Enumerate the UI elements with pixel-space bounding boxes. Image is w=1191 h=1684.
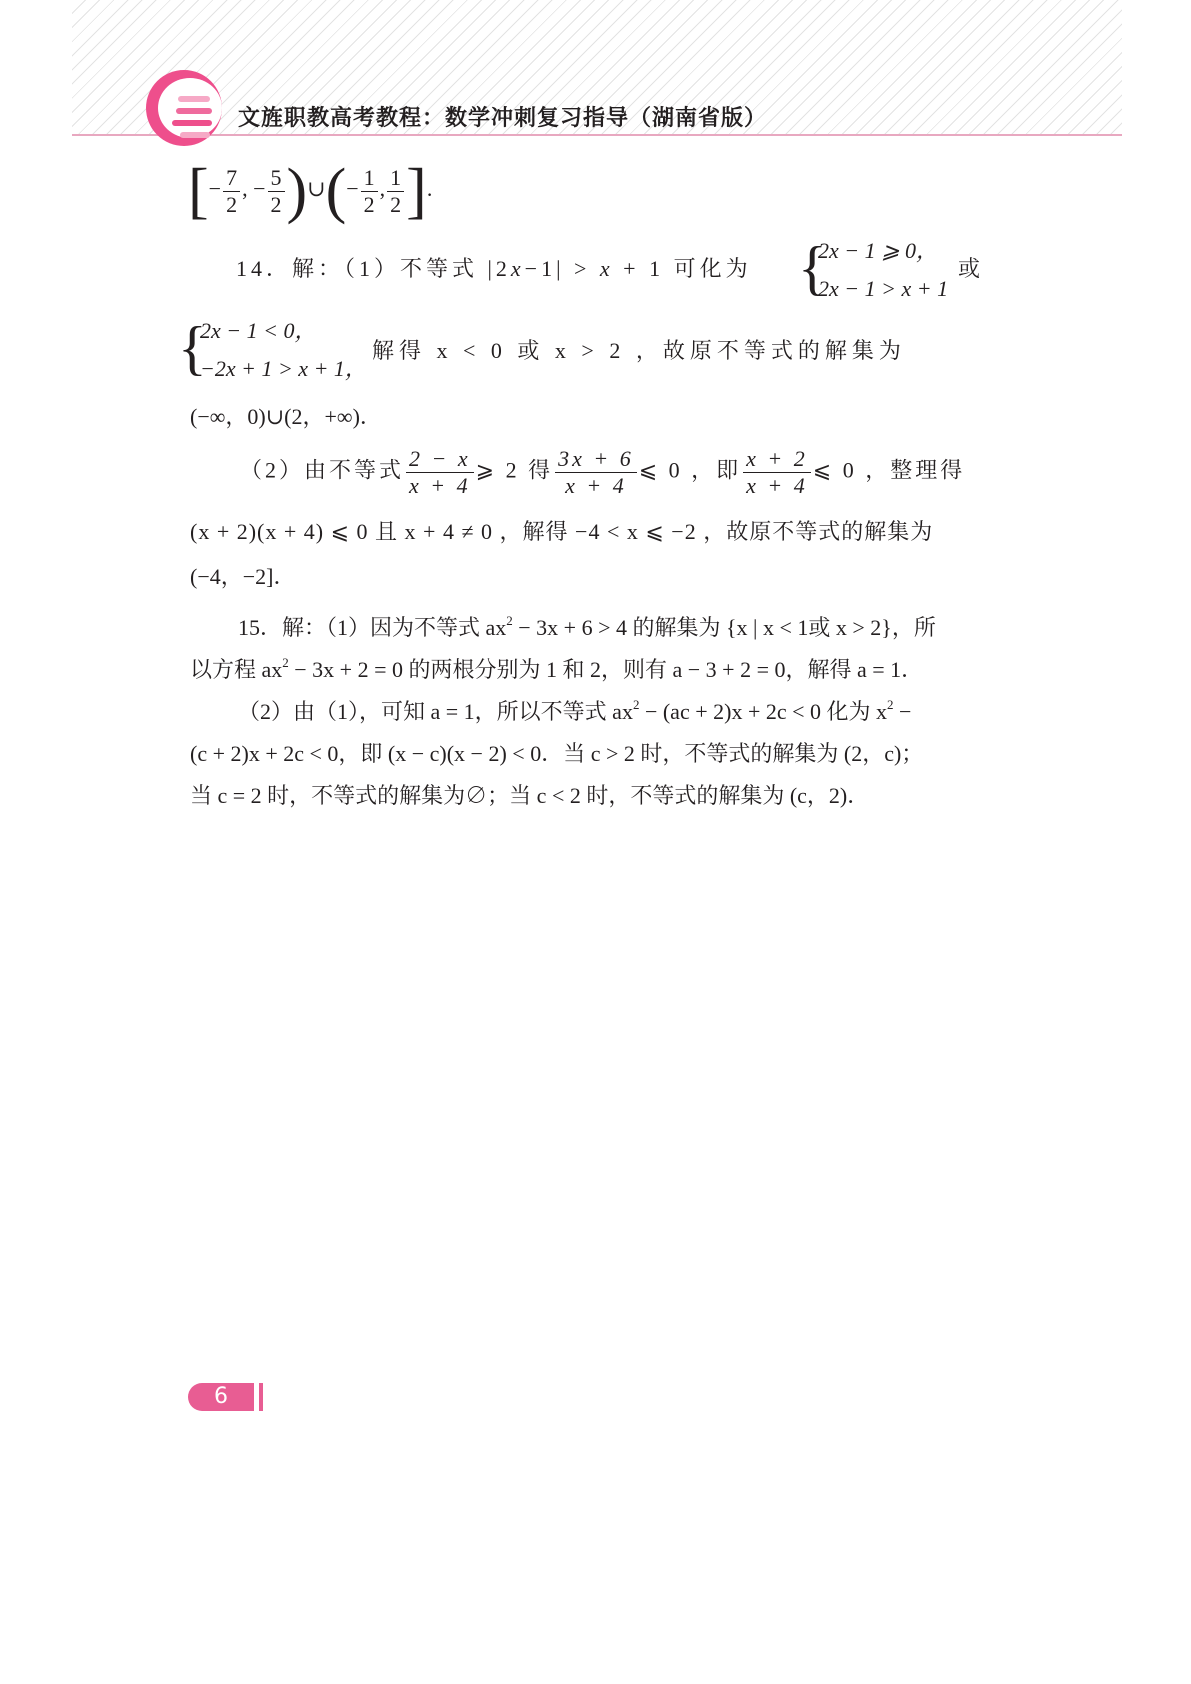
superscript: 2: [632, 697, 640, 712]
fraction-1-2: [361, 165, 378, 218]
superscript: 2: [282, 655, 289, 670]
p15-line1: [238, 613, 936, 640]
header-rule: [72, 134, 1122, 136]
paren-open: (: [325, 157, 347, 225]
fraction-numerator: 7: [223, 165, 240, 192]
p14-part2-line: [240, 446, 965, 499]
p15-line2: [190, 655, 924, 682]
fraction-denominator: 2: [270, 191, 282, 217]
p14-line6: (−4，−2]．: [190, 564, 296, 589]
superscript: 2: [887, 697, 894, 712]
bracket-close: ]: [406, 157, 427, 225]
bracket-open: [: [188, 157, 209, 225]
p15-line3: [238, 697, 912, 724]
page-number-badge: 6: [188, 1383, 254, 1411]
logo-book-4: [180, 132, 210, 138]
fraction-denominator: 2: [363, 191, 375, 217]
header-title: 文旌职教高考教程：数学冲刺复习指导（湖南省版）: [238, 106, 768, 131]
var-x: x: [510, 256, 525, 281]
system1-row1: 2x − 1 ⩾ 0，: [818, 238, 939, 263]
fraction-numerator: x + 2: [743, 446, 811, 473]
period: .: [426, 176, 433, 202]
minus-sign: −: [346, 176, 359, 202]
p14-part2-a: （2）由不等式: [240, 457, 405, 483]
fraction-numerator: 1: [387, 165, 404, 192]
system-brace-1: {: [798, 235, 827, 301]
p14-line5: (x + 2)(x + 4) ⩽ 0 且 x + 4 ≠ 0 ，解得 −4 < x ⩽ −2 ，故原不等式的解集为: [190, 519, 934, 544]
superscript: 2: [506, 613, 513, 628]
books-logo-icon: [146, 70, 222, 146]
p15-line2-a: 以方程 ax: [190, 657, 283, 682]
p14-part2-d: ⩽ 0 ，整理得: [812, 457, 966, 483]
var-x: x: [599, 256, 614, 281]
system2-row1: 2x − 1 < 0，: [200, 318, 317, 343]
page-number-bar: [259, 1383, 263, 1411]
p14-part2-b: ⩾ 2 得: [475, 457, 554, 483]
system2-row2: −2x + 1 > x + 1，: [200, 356, 367, 381]
p15-line1-a: 15．解：（1）因为不等式 ax: [238, 615, 507, 640]
p15-line2-b: − 3x + 2 = 0 的两根分别为 1 和 2，则有 a − 3 + 2 = 0，解得 a = 1．: [288, 657, 924, 682]
fraction-3x-plus-6: [555, 446, 637, 499]
fraction-numerator: 3x + 6: [555, 446, 637, 473]
fraction-7-2: [223, 165, 240, 218]
p15-line3-b: − (ac + 2)x + 2c < 0 化为 x: [639, 699, 888, 724]
fraction-denominator: x + 4: [746, 473, 808, 498]
interval-union-line: [188, 157, 433, 225]
p14-line3: (−∞，0)∪(2，+∞)．: [190, 404, 382, 429]
logo-book-3: [172, 120, 212, 126]
fraction-denominator: x + 4: [565, 473, 627, 498]
fraction-1-2-b: [387, 165, 404, 218]
system1-row2: 2x − 1 > x + 1: [818, 276, 949, 301]
comma: ,: [379, 176, 386, 202]
p15-line4: (c + 2)x + 2c < 0，即 (x − c)(x − 2) < 0．当 c > 2 时，不等式的解集为 (2，c)；: [190, 741, 924, 766]
logo-inner: [158, 78, 222, 138]
fraction-denominator: 2: [226, 191, 238, 217]
fraction-denominator: x + 4: [409, 473, 471, 498]
fraction-numerator: 5: [268, 165, 285, 192]
p14-line1-c: −1| >: [524, 256, 600, 281]
or-word: 或: [958, 256, 981, 281]
fraction-5-2: [268, 165, 285, 218]
fraction-x-plus-2: [743, 446, 811, 499]
logo-book-2: [176, 108, 212, 114]
fraction-numerator: 1: [361, 165, 378, 192]
paren-close: ): [286, 157, 308, 225]
p15-line1-b: − 3x + 6 > 4 的解集为 {x | x < 1或 x > 2}，所: [512, 615, 936, 640]
union-sign: ∪: [307, 176, 326, 202]
p14-line1: [236, 258, 752, 280]
fraction-denominator: 2: [390, 191, 402, 217]
minus-sign: −: [208, 176, 222, 202]
fraction-2-minus-x: [406, 446, 474, 499]
p14-part2-c: ⩽ 0 ，即: [638, 457, 742, 483]
p14-line1-e: + 1 可化为: [613, 256, 752, 281]
comma-minus: , −: [242, 176, 266, 202]
system-brace-2: {: [178, 315, 207, 381]
logo-book-1: [178, 96, 210, 102]
p15-line3-c: −: [893, 699, 912, 724]
fraction-numerator: 2 − x: [406, 446, 474, 473]
p14-line2: 解得 x < 0 或 x > 2 ，故原不等式的解集为: [372, 338, 906, 363]
p15-line5: 当 c = 2 时，不等式的解集为∅；当 c < 2 时，不等式的解集为 (c，2)．: [190, 783, 870, 808]
p14-line1-a: 14．解：（1）不等式 |2: [236, 256, 511, 281]
p15-line3-a: （2）由（1），可知 a = 1，所以不等式 ax: [238, 699, 633, 724]
